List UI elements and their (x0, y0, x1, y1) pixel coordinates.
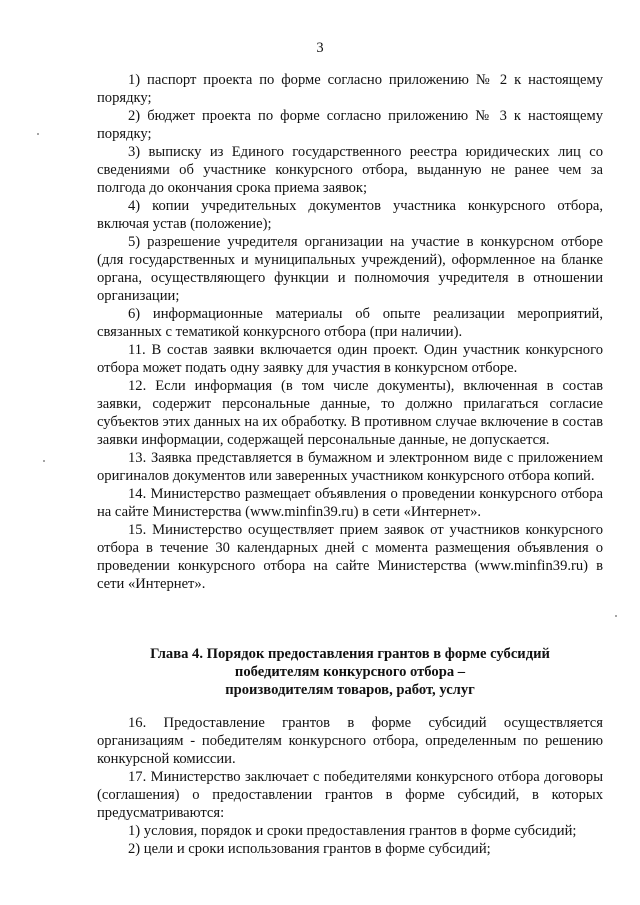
paragraph-clause-11: 11. В состав заявки включается один проект. Один участник конкурсного отбора может подать одну заявку для участия в конкурсном отборе. (97, 342, 603, 376)
paragraph-item-6: 6) информационные материалы об опыте реализации мероприятий, связанных с тематикой конкурсного отбора (при наличии). (97, 306, 603, 340)
paragraph-clause-12: 12. Если информация (в том числе документы), включенная в состав заявки, содержит персональные данные, то должно прилагаться согласие субъектов этих данных на их обработку. В противном случае включение в состав заявки информации, содержащей персональные данные, не допускается. (97, 378, 603, 448)
paragraph-item-3: 3) выписку из Единого государственного реестра юридических лиц со сведениями об участнике конкурсного отбора, выданную не ранее чем за полгода до окончания срока приема заявок; (97, 144, 603, 196)
chapter-heading-line-1: Глава 4. Порядок предоставления грантов в форме субсидий (150, 646, 550, 662)
paragraph-clause-15: 15. Министерство осуществляет прием заявок от участников конкурсного отбора в течение 30 календарных дней с момента размещения объявления о проведении конкурсного отбора на сайте Министерства (www.minfin39.ru) в сети «Интернет». (97, 522, 603, 592)
body-text-top (97, 71, 603, 593)
page-number: 3 (316, 40, 324, 56)
paragraph-item-1: 1) паспорт проекта по форме согласно приложению № 2 к настоящему порядку; (97, 72, 603, 106)
paragraph-item-5: 5) разрешение учредителя организации на участие в конкурсном отборе (для государственных и муниципальных учреждений), оформленное на бланке органа, осуществляющего функции и полномочия учредителя в отношении организации; (97, 234, 603, 304)
paragraph-item-4: 4) копии учредительных документов участника конкурсного отбора, включая устав (положение); (97, 198, 603, 232)
body-text-bottom (97, 714, 603, 858)
paragraph-subitem-1: 1) условия, порядок и сроки предоставления грантов в форме субсидий; (128, 823, 577, 839)
paragraph-clause-16: 16. Предоставление грантов в форме субсидий осуществляется организациям - победителям конкурсного отбора, определенным по решению конкурсной комиссии. (97, 715, 603, 767)
scan-speck (37, 133, 39, 135)
chapter-heading-line-2: победителям конкурсного отбора – (234, 664, 466, 680)
scan-speck (615, 615, 617, 617)
paragraph-subitem-2: 2) цели и сроки использования грантов в форме субсидий; (128, 841, 491, 857)
chapter-heading (97, 645, 603, 699)
chapter-heading-line-3: производителям товаров, работ, услуг (225, 682, 475, 698)
scan-speck (43, 460, 45, 462)
paragraph-clause-13: 13. Заявка представляется в бумажном и электронном виде с приложением оригиналов документов или заверенных участником конкурсного отбора копий. (97, 450, 603, 484)
paragraph-clause-17: 17. Министерство заключает с победителями конкурсного отбора договоры (соглашения) о предоставлении грантов в форме субсидий, в которых предусматриваются: (97, 769, 603, 821)
paragraph-clause-14: 14. Министерство размещает объявления о проведении конкурсного отбора на сайте Министерства (www.minfin39.ru) в сети «Интернет». (97, 486, 603, 520)
paragraph-item-2: 2) бюджет проекта по форме согласно приложению № 3 к настоящему порядку; (97, 108, 603, 142)
